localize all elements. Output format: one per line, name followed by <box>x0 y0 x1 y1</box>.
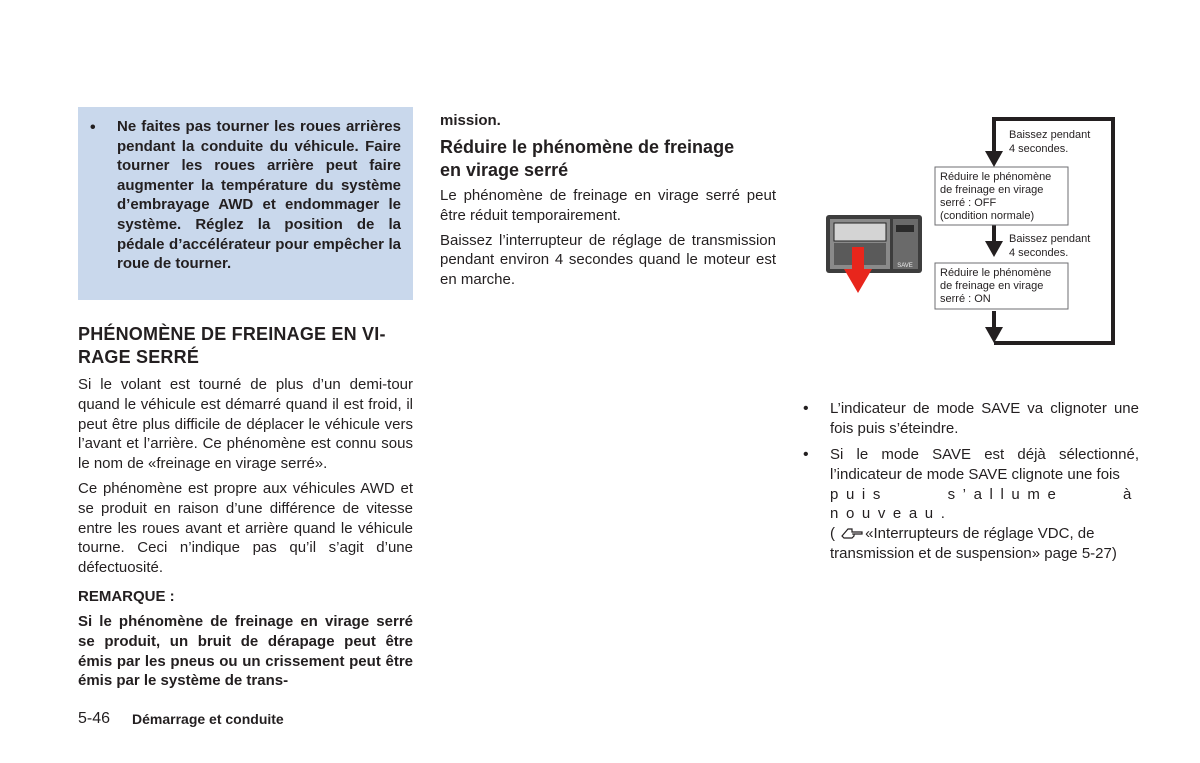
paragraph: Baissez l’interrupteur de réglage de transmission pendant environ 4 secondes quand le moteur est en marche. <box>440 231 776 289</box>
warning-box <box>78 107 413 300</box>
list-item-text-part1: Si le mode SAVE est déjà sélectionné, l’indicateur de mode SAVE clignote une fois <box>830 446 1139 483</box>
press-instruction-1b: 4 secondes. <box>1009 143 1069 155</box>
arrow-down-icon <box>985 151 1003 167</box>
state-off-line2: de freinage en virage <box>940 184 1044 196</box>
state-on-line1: Réduire le phénomène <box>940 267 1052 279</box>
paragraph: Si le volant est tourné de plus d’un demi-tour quand le véhicule est démarré quand il est froid, il peut être plus difficile de déplacer le véhicule vers l’avant et l’arrière. Ce phénomène est connu sous le nom de «freinage en virage serré». <box>78 376 413 473</box>
state-off-line1: Réduire le phénomène <box>940 171 1052 183</box>
paren: ( <box>830 525 835 543</box>
cross-reference <box>830 524 1139 564</box>
bullet: • <box>803 400 809 417</box>
paragraph: Ce phénomène est propre aux véhicules AWD et se produit en raison d’une différence de vitesse entre les roues avant et arrière quand le véhicule tourne. Ceci n’indique pas qu’il s’agit d’une défectuosité. <box>78 479 413 577</box>
press-arrow-icon <box>844 269 872 293</box>
subsection-heading-line2: en virage serré <box>440 160 569 180</box>
subsection-heading <box>440 136 776 182</box>
warning-text: Ne faites pas tourner les roues arrières pendant la conduite du véhicule. Faire tourner les roues arrière peut faire augmenter la température du système d’embrayage AWD et endommager le système. Réglez la position de la pédale d’accélérateur pour empêcher la roue de tourner. <box>117 118 401 273</box>
subsection-heading-line1: Réduire le phénomène de freinage <box>440 137 735 157</box>
press-instruction-2: Baissez pendant <box>1009 233 1091 245</box>
section-heading-line2: RAGE SERRÉ <box>78 347 200 367</box>
state-off-line4: (condition normale) <box>940 210 1035 222</box>
save-mode-diagram <box>826 115 1118 360</box>
arrow-down-icon <box>985 241 1003 257</box>
footer-section-title: Démarrage et conduite <box>132 711 284 727</box>
arrow-down-icon <box>985 327 1003 343</box>
list-item-text-spread: puis s’allume à nouveau. <box>830 485 1139 523</box>
note-text: Si le phénomène de freinage en virage serré se produit, un bruit de dérapage peut être émis par les pneus ou un crissement peut être émis par le système de trans- <box>78 612 413 690</box>
continued-text: mission. <box>440 112 501 129</box>
save-switch-illustration <box>826 215 922 293</box>
list-item-text <box>830 445 1139 564</box>
state-on-line2: de freinage en virage <box>940 280 1044 292</box>
paragraph: Le phénomène de freinage en virage serré peut être réduit temporairement. <box>440 187 776 224</box>
section2 <box>440 111 776 290</box>
press-instruction-1: Baissez pendant <box>1009 129 1091 141</box>
pointing-hand-icon <box>839 525 865 541</box>
section1-body <box>78 375 413 691</box>
list-item-text: L’indicateur de mode SAVE va clignoter une fois puis s’éteindre. <box>830 400 1139 437</box>
page-number: 5-46 <box>78 710 111 727</box>
state-on-line3: serré : ON <box>940 293 991 305</box>
cross-reference-text: «Interrupteurs de réglage VDC, de transmission et de suspension» page 5-27) <box>830 525 1117 562</box>
press-instruction-2b: 4 secondes. <box>1009 247 1069 259</box>
bullet: • <box>90 119 96 136</box>
switch-save-label: SAVE <box>897 263 913 269</box>
state-off-line3: serré : OFF <box>940 197 997 209</box>
section-heading-line1: PHÉNOMÈNE DE FREINAGE EN VI- <box>78 324 386 344</box>
bullet: • <box>803 446 809 463</box>
section-heading <box>78 323 413 369</box>
note-title: REMARQUE : <box>78 587 175 605</box>
